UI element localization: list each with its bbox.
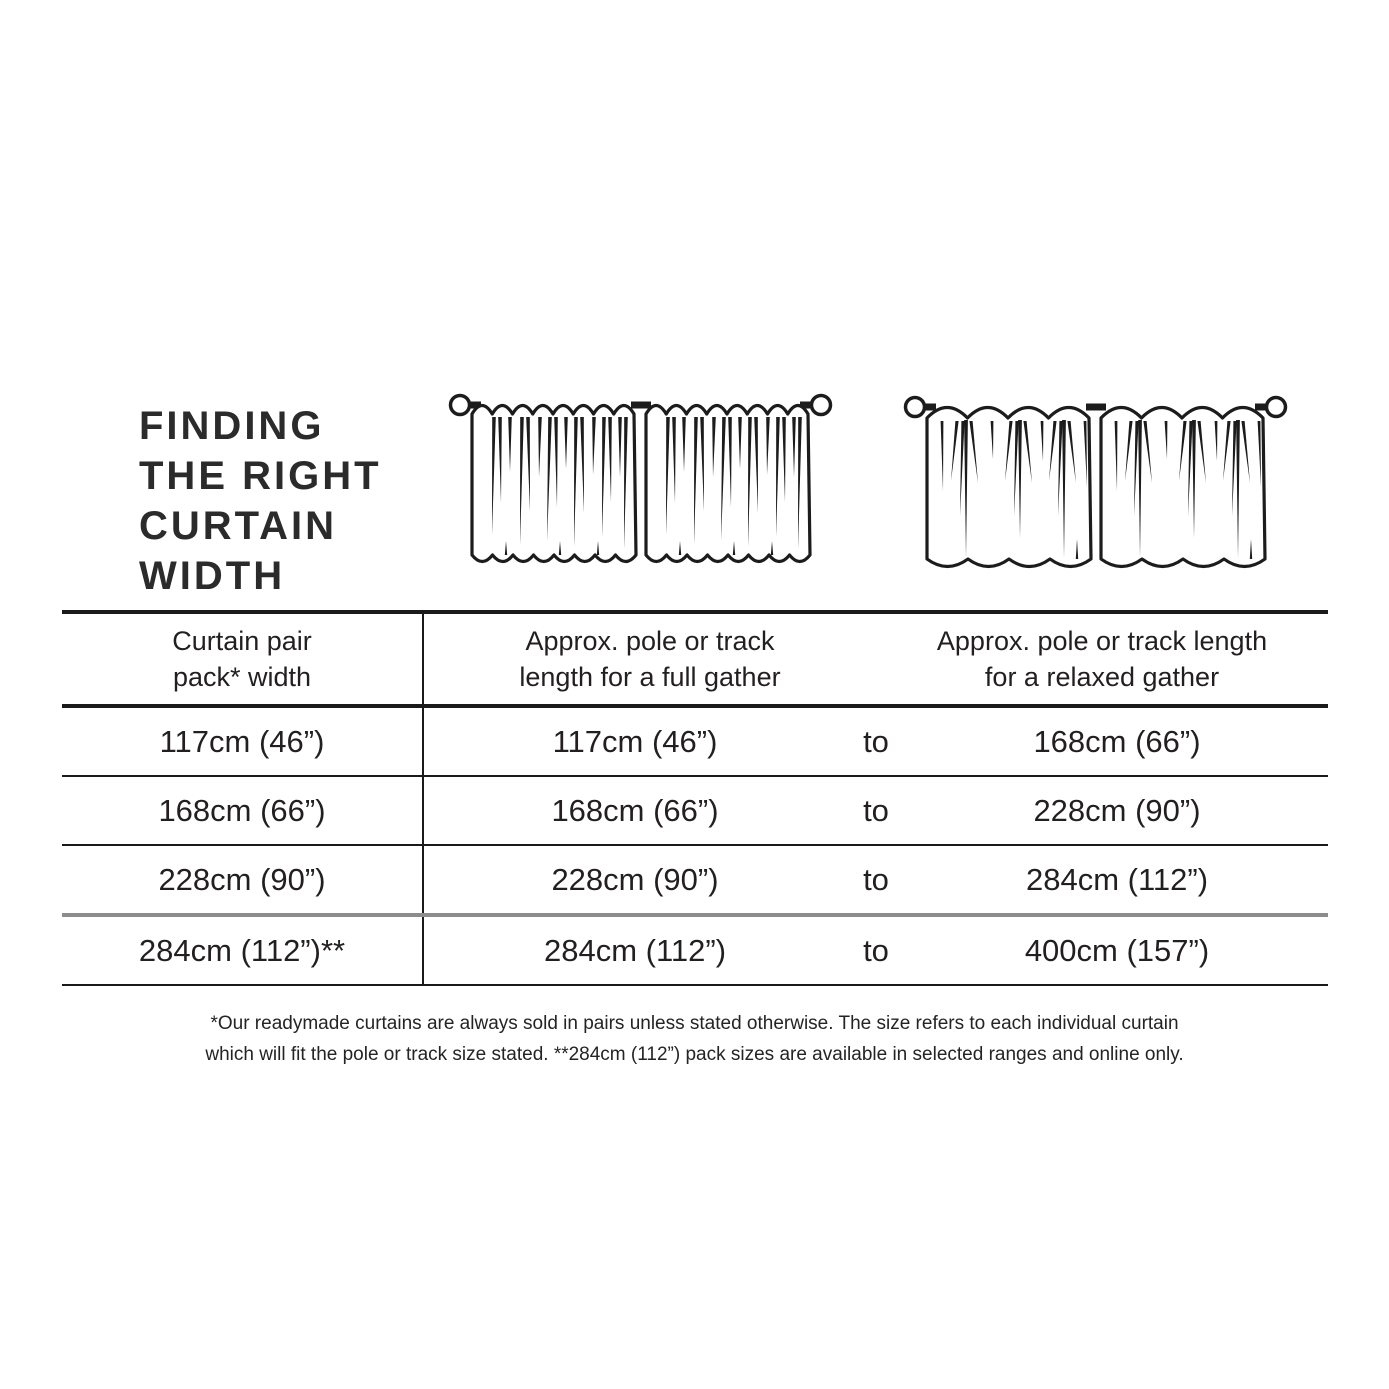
page-title-line: FINDING — [139, 403, 325, 448]
pack-width-value: 117cm (46”) — [62, 708, 424, 775]
to-label: to — [863, 933, 889, 968]
pack-width-value: 228cm (90”) — [62, 846, 424, 913]
header-line: Approx. pole or track — [525, 626, 775, 656]
page-title-line: CURTAIN — [139, 503, 338, 548]
curtain-size-table — [62, 610, 1328, 986]
header-line: pack* width — [172, 662, 312, 692]
relaxed-gather-value: 168cm (66”) — [1033, 724, 1201, 759]
to-label: to — [863, 793, 889, 828]
header-line: for a relaxed gather — [984, 662, 1220, 692]
relaxed-gather-value: 284cm (112”) — [1025, 862, 1209, 897]
page-title-line: THE RIGHT — [139, 453, 382, 498]
relaxed-gather-curtains-illustration — [903, 374, 1288, 574]
header-relaxed-gather — [876, 614, 1328, 704]
header-pack-width — [62, 614, 424, 704]
footnote — [105, 1008, 1285, 1070]
to-label: to — [863, 724, 889, 759]
pack-width-value: 168cm (66”) — [62, 777, 424, 844]
full-gather-value: 117cm (46”) — [552, 724, 718, 759]
page-title-line: WIDTH — [139, 553, 286, 598]
header-full-gather — [424, 614, 876, 704]
full-gather-value: 228cm (90”) — [551, 862, 719, 897]
relaxed-gather-value: 400cm (157”) — [1024, 933, 1210, 968]
page-title — [139, 401, 382, 601]
to-label: to — [863, 862, 889, 897]
table-row — [62, 917, 1328, 984]
full-gather-value: 284cm (112”) — [543, 933, 727, 968]
table-row — [62, 777, 1328, 846]
header-line: Curtain pair — [172, 626, 312, 656]
footnote-line: *Our readymade curtains are always sold in pairs unless stated otherwise. The size refers to each individual curtain — [210, 1013, 1179, 1034]
table-header-row — [62, 614, 1328, 708]
pack-width-value: 284cm (112”)** — [62, 917, 424, 984]
full-gather-curtains-illustration — [448, 372, 833, 572]
table-row — [62, 708, 1328, 777]
header-line: Approx. pole or track length — [936, 626, 1268, 656]
table-row — [62, 846, 1328, 917]
full-gather-value: 168cm (66”) — [551, 793, 719, 828]
footnote-line: which will fit the pole or track size stated. **284cm (112”) pack sizes are available in selected ranges and online only. — [205, 1044, 1184, 1065]
header-line: length for a full gather — [519, 662, 781, 692]
relaxed-gather-value: 228cm (90”) — [1033, 793, 1201, 828]
